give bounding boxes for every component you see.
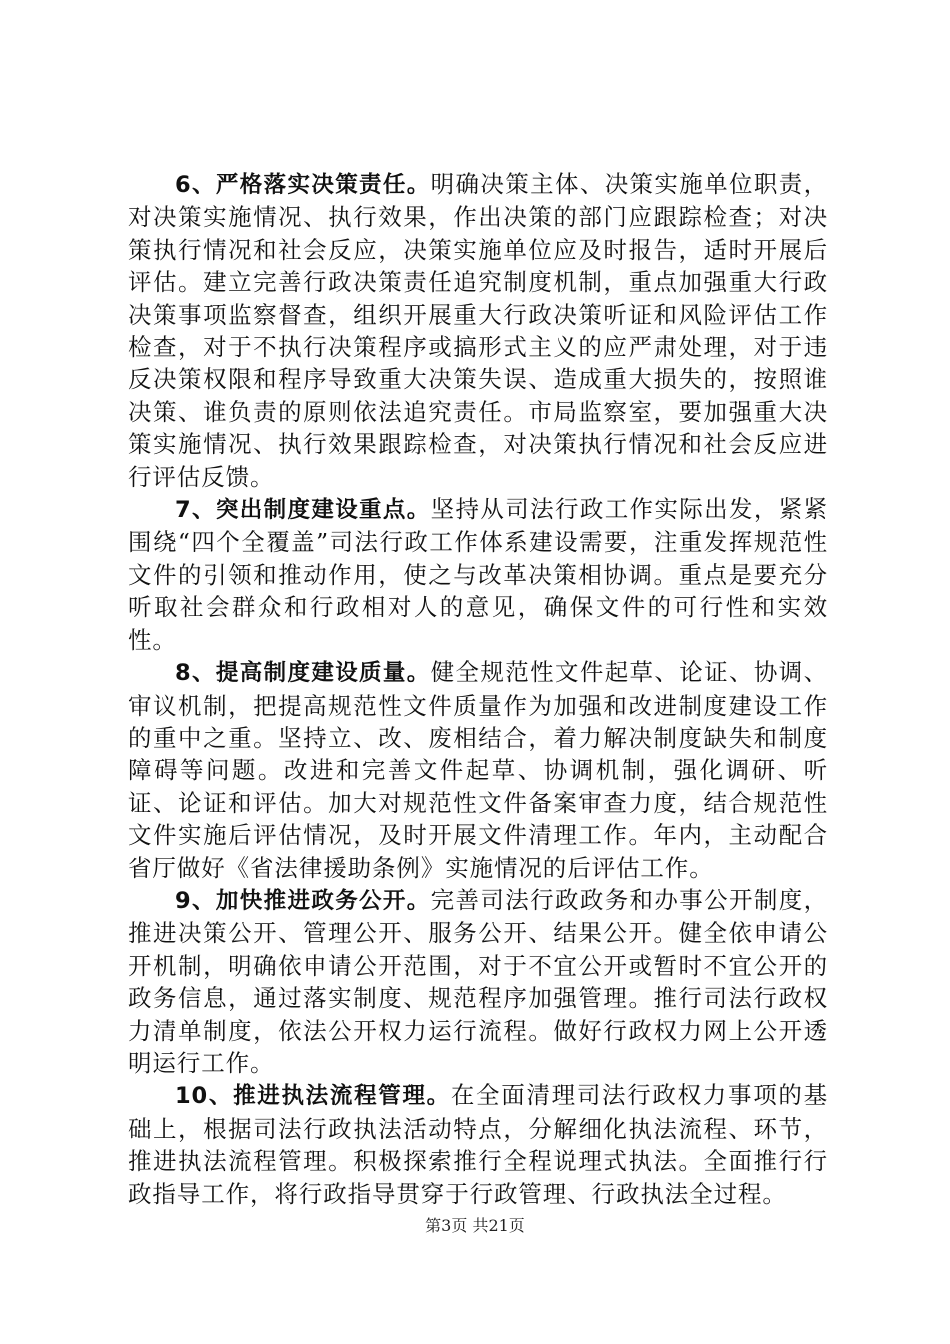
paragraph-7-text: 坚持从司法行政工作实际出发，紧紧围绕“四个全覆盖”司法行政工作体系建设需要，注重发挥规范性文件的引领和推动作用，使之与改革决策相协调。重点是要充分听取社会群众和行政相对人的意见，确保文件的可行性和实效性。 (128, 495, 828, 654)
paragraph-8-text: 健全规范性文件起草、论证、协调、审议机制，把提高规范性文件质量作为加强和改进制度建设工作的重中之重。坚持立、改、废相结合，着力解决制度缺失和制度障碍等问题。改进和完善文件起草、协调机制，强化调研、听证、论证和评估。加大对规范性文件备案审查力度，结合规范性文件实施后评估情况，及时开展文件清理工作。年内，主动配合省厅做好《省法律援助条例》实施情况的后评估工作。 (128, 658, 828, 882)
paragraph-6 (128, 168, 828, 493)
paragraph-10-text: 在全面清理司法行政权力事项的基础上，根据司法行政执法活动特点，分解细化执法流程、环节，推进执法流程管理。积极探索推行全程说理式执法。全面推行行政指导工作，将行政指导贯穿于行政管理、行政执法全过程。 (128, 1081, 828, 1208)
paragraph-6-text: 明确决策主体、决策实施单位职责，对决策实施情况、执行效果，作出决策的部门应跟踪检查；对决策执行情况和社会反应，决策实施单位应及时报告，适时开展后评估。建立完善行政决策责任追究制度机制，重点加强重大行政决策事项监察督查，组织开展重大行政决策听证和风险评估工作检查，对于不执行决策程序或搞形式主义的应严肃处理，对于违反决策权限和程序导致重大决策失误、造成重大损失的，按照谁决策、谁负责的原则依法追究责任。市局监察室，要加强重大决策实施情况、执行效果跟踪检查，对决策执行情况和社会反应进行评估反馈。 (128, 170, 828, 491)
paragraph-10-heading: 10、推进执法流程管理。 (175, 1083, 451, 1110)
paragraph-9-text: 完善司法行政政务和办事公开制度，推进决策公开、管理公开、服务公开、结果公开。健全依申请公开机制，明确依申请公开范围，对于不宜公开或暂时不宜公开的政务信息，通过落实制度、规范程序加强管理。推行司法行政权力清单制度，依法公开权力运行流程。做好行政权力网上公开透明运行工作。 (128, 885, 828, 1077)
paragraph-8 (128, 656, 828, 884)
paragraph-7 (128, 493, 828, 656)
paragraph-7-heading: 7、突出制度建设重点。 (175, 497, 431, 524)
document-body (128, 168, 828, 1210)
paragraph-10 (128, 1079, 828, 1210)
page-number-footer: 第3页 共21页 (425, 1216, 525, 1235)
paragraph-9-heading: 9、加快推进政务公开。 (175, 887, 431, 914)
paragraph-8-heading: 8、提高制度建设质量。 (175, 660, 431, 687)
paragraph-6-heading: 6、严格落实决策责任。 (175, 172, 431, 198)
paragraph-9 (128, 884, 828, 1079)
